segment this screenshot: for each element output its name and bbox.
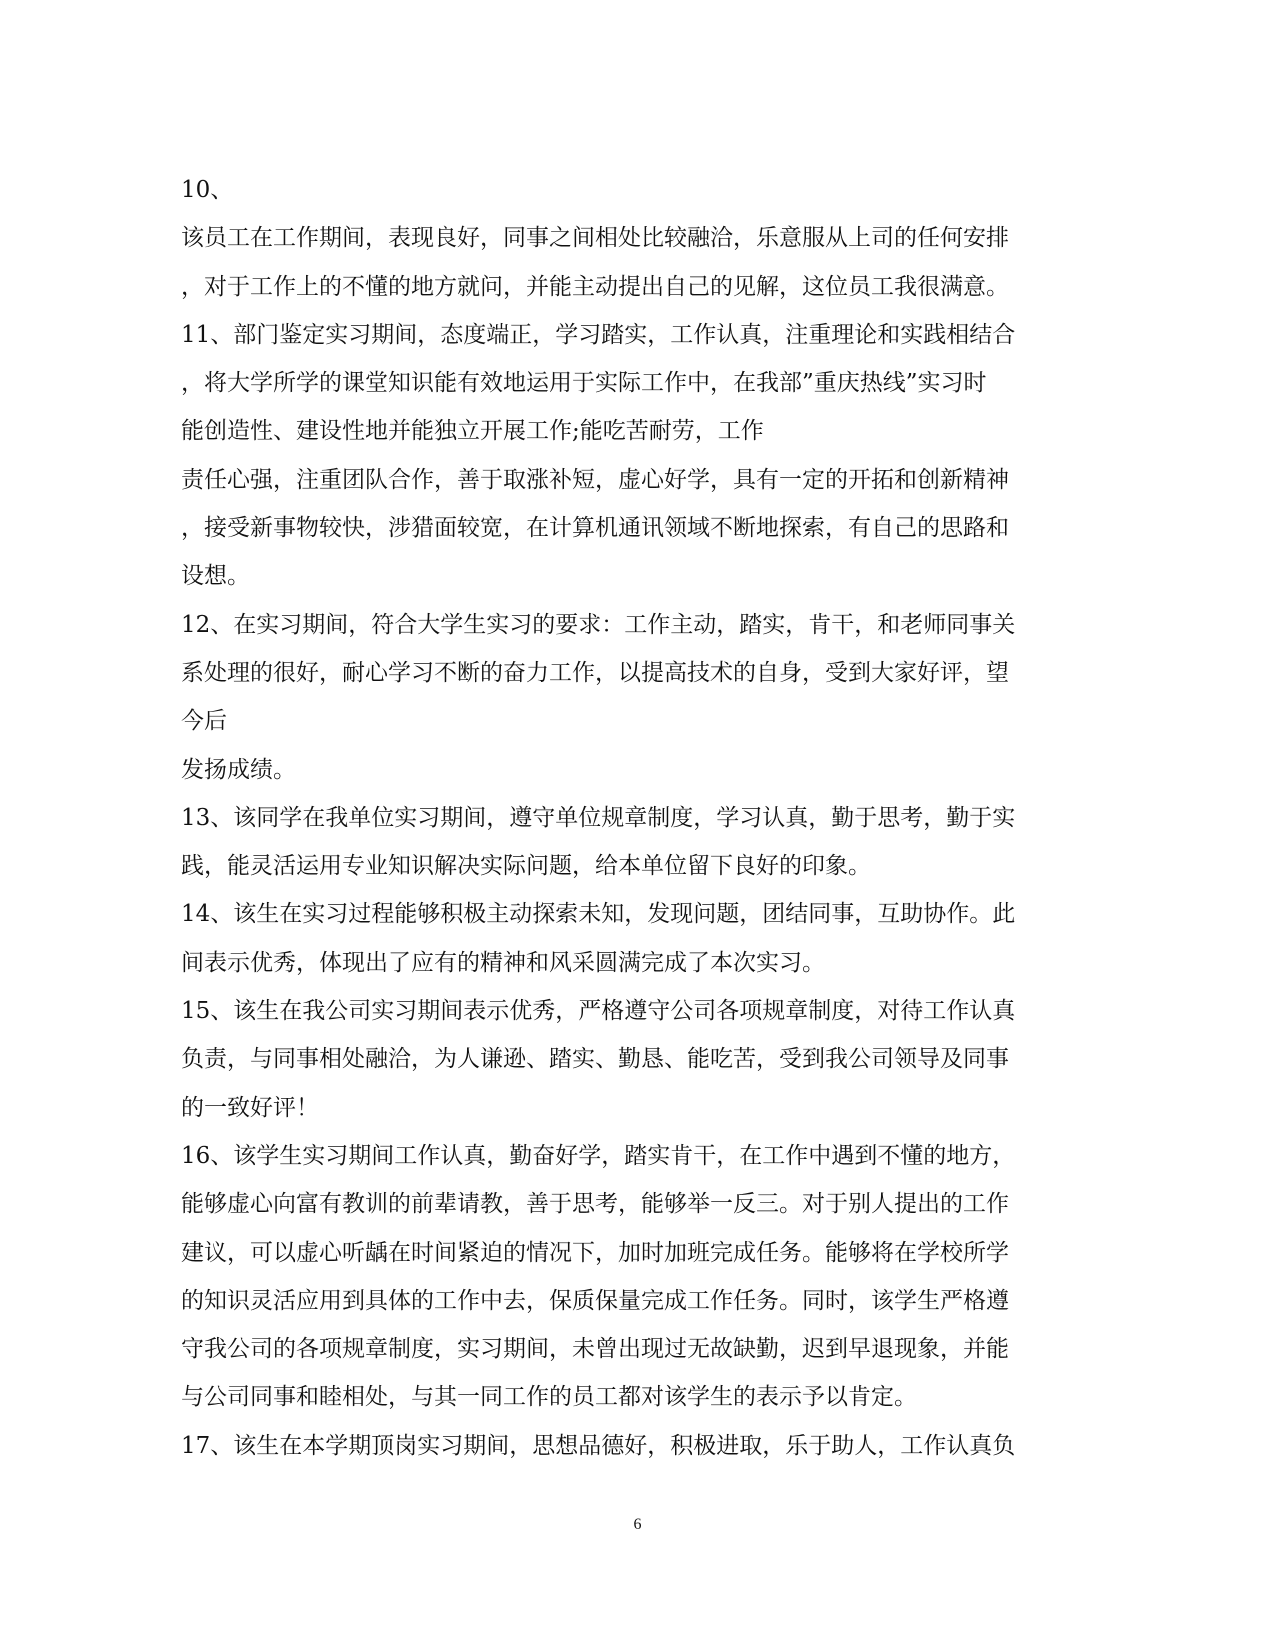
text-line: 的一致好评！: [181, 1094, 319, 1121]
text-line: 负责，与同事相处融洽，为人谦逊、踏实、勤恳、能吃苦，受到我公司领导及同事: [181, 1046, 1009, 1073]
text-line: ，对于工作上的不懂的地方就问，并能主动提出自己的见解，这位员工我很满意。: [181, 273, 1009, 300]
document-body: [181, 166, 1081, 1470]
text-line: 与公司同事和睦相处，与其一同工作的员工都对该学生的表示予以肯定。: [181, 1384, 917, 1411]
text-line: 建议，可以虚心听龋在时间紧迫的情况下，加时加班完成任务。能够将在学校所学: [181, 1239, 1009, 1266]
text-line: 守我公司的各项规章制度，实习期间，未曾出现过无故缺勤，迟到早退现象，并能: [181, 1336, 1009, 1363]
page-number: 6: [633, 1516, 642, 1533]
text-line: 12、在实习期间，符合大学生实习的要求：工作主动，踏实，肯干，和老师同事关: [181, 611, 1016, 638]
text-line: 15、该生在我公司实习期间表示优秀，严格遵守公司各项规章制度，对待工作认真: [181, 998, 1016, 1025]
text-line: 10、: [181, 177, 234, 203]
text-line: 今后: [181, 708, 227, 735]
text-line: 能够虚心向富有教训的前辈请教，善于思考，能够举一反三。对于别人提出的工作: [181, 1191, 1009, 1218]
text-line: ，接受新事物较快，涉猎面较宽，在计算机通讯领域不断地探索，有自己的思路和: [181, 515, 1009, 542]
text-line: 13、该同学在我单位实习期间，遵守单位规章制度，学习认真，勤于思考，勤于实: [181, 804, 1016, 831]
text-line: 17、该生在本学期顶岗实习期间，思想品德好，积极进取，乐于助人，工作认真负: [181, 1432, 1016, 1459]
text-line: 14、该生在实习过程能够积极主动探索未知，发现问题，团结同事，互助协作。此: [181, 901, 1016, 928]
text-line: 的知识灵活应用到具体的工作中去，保质保量完成工作任务。同时，该学生严格遵: [181, 1287, 1009, 1314]
text-line: ，将大学所学的课堂知识能有效地运用于实际工作中，在我部”重庆热线”实习时: [181, 370, 987, 397]
text-line: 该员工在工作期间，表现良好，同事之间相处比较融洽，乐意服从上司的任何安排: [181, 225, 1009, 252]
text-line: 责任心强，注重团队合作，善于取涨补短，虚心好学，具有一定的开拓和创新精神: [181, 466, 1009, 493]
text-line: 发扬成绩。: [181, 756, 296, 783]
text-line: 践，能灵活运用专业知识解决实际问题，给本单位留下良好的印象。: [181, 853, 871, 880]
text-line: 16、该学生实习期间工作认真，勤奋好学，踏实肯干，在工作中遇到不懂的地方，: [181, 1142, 1016, 1169]
text-line: 设想。: [181, 563, 250, 590]
text-line: 间表示优秀，体现出了应有的精神和风采圆满完成了本次实习。: [181, 949, 825, 976]
text-line: 系处理的很好，耐心学习不断的奋力工作，以提高技术的自身，受到大家好评，望: [181, 659, 1009, 686]
text-line: 能创造性、建设性地并能独立开展工作;能吃苦耐劳，工作: [181, 418, 764, 445]
text-line: 11、部门鉴定实习期间，态度端正，学习踏实，工作认真，注重理论和实践相结合: [181, 321, 1016, 348]
